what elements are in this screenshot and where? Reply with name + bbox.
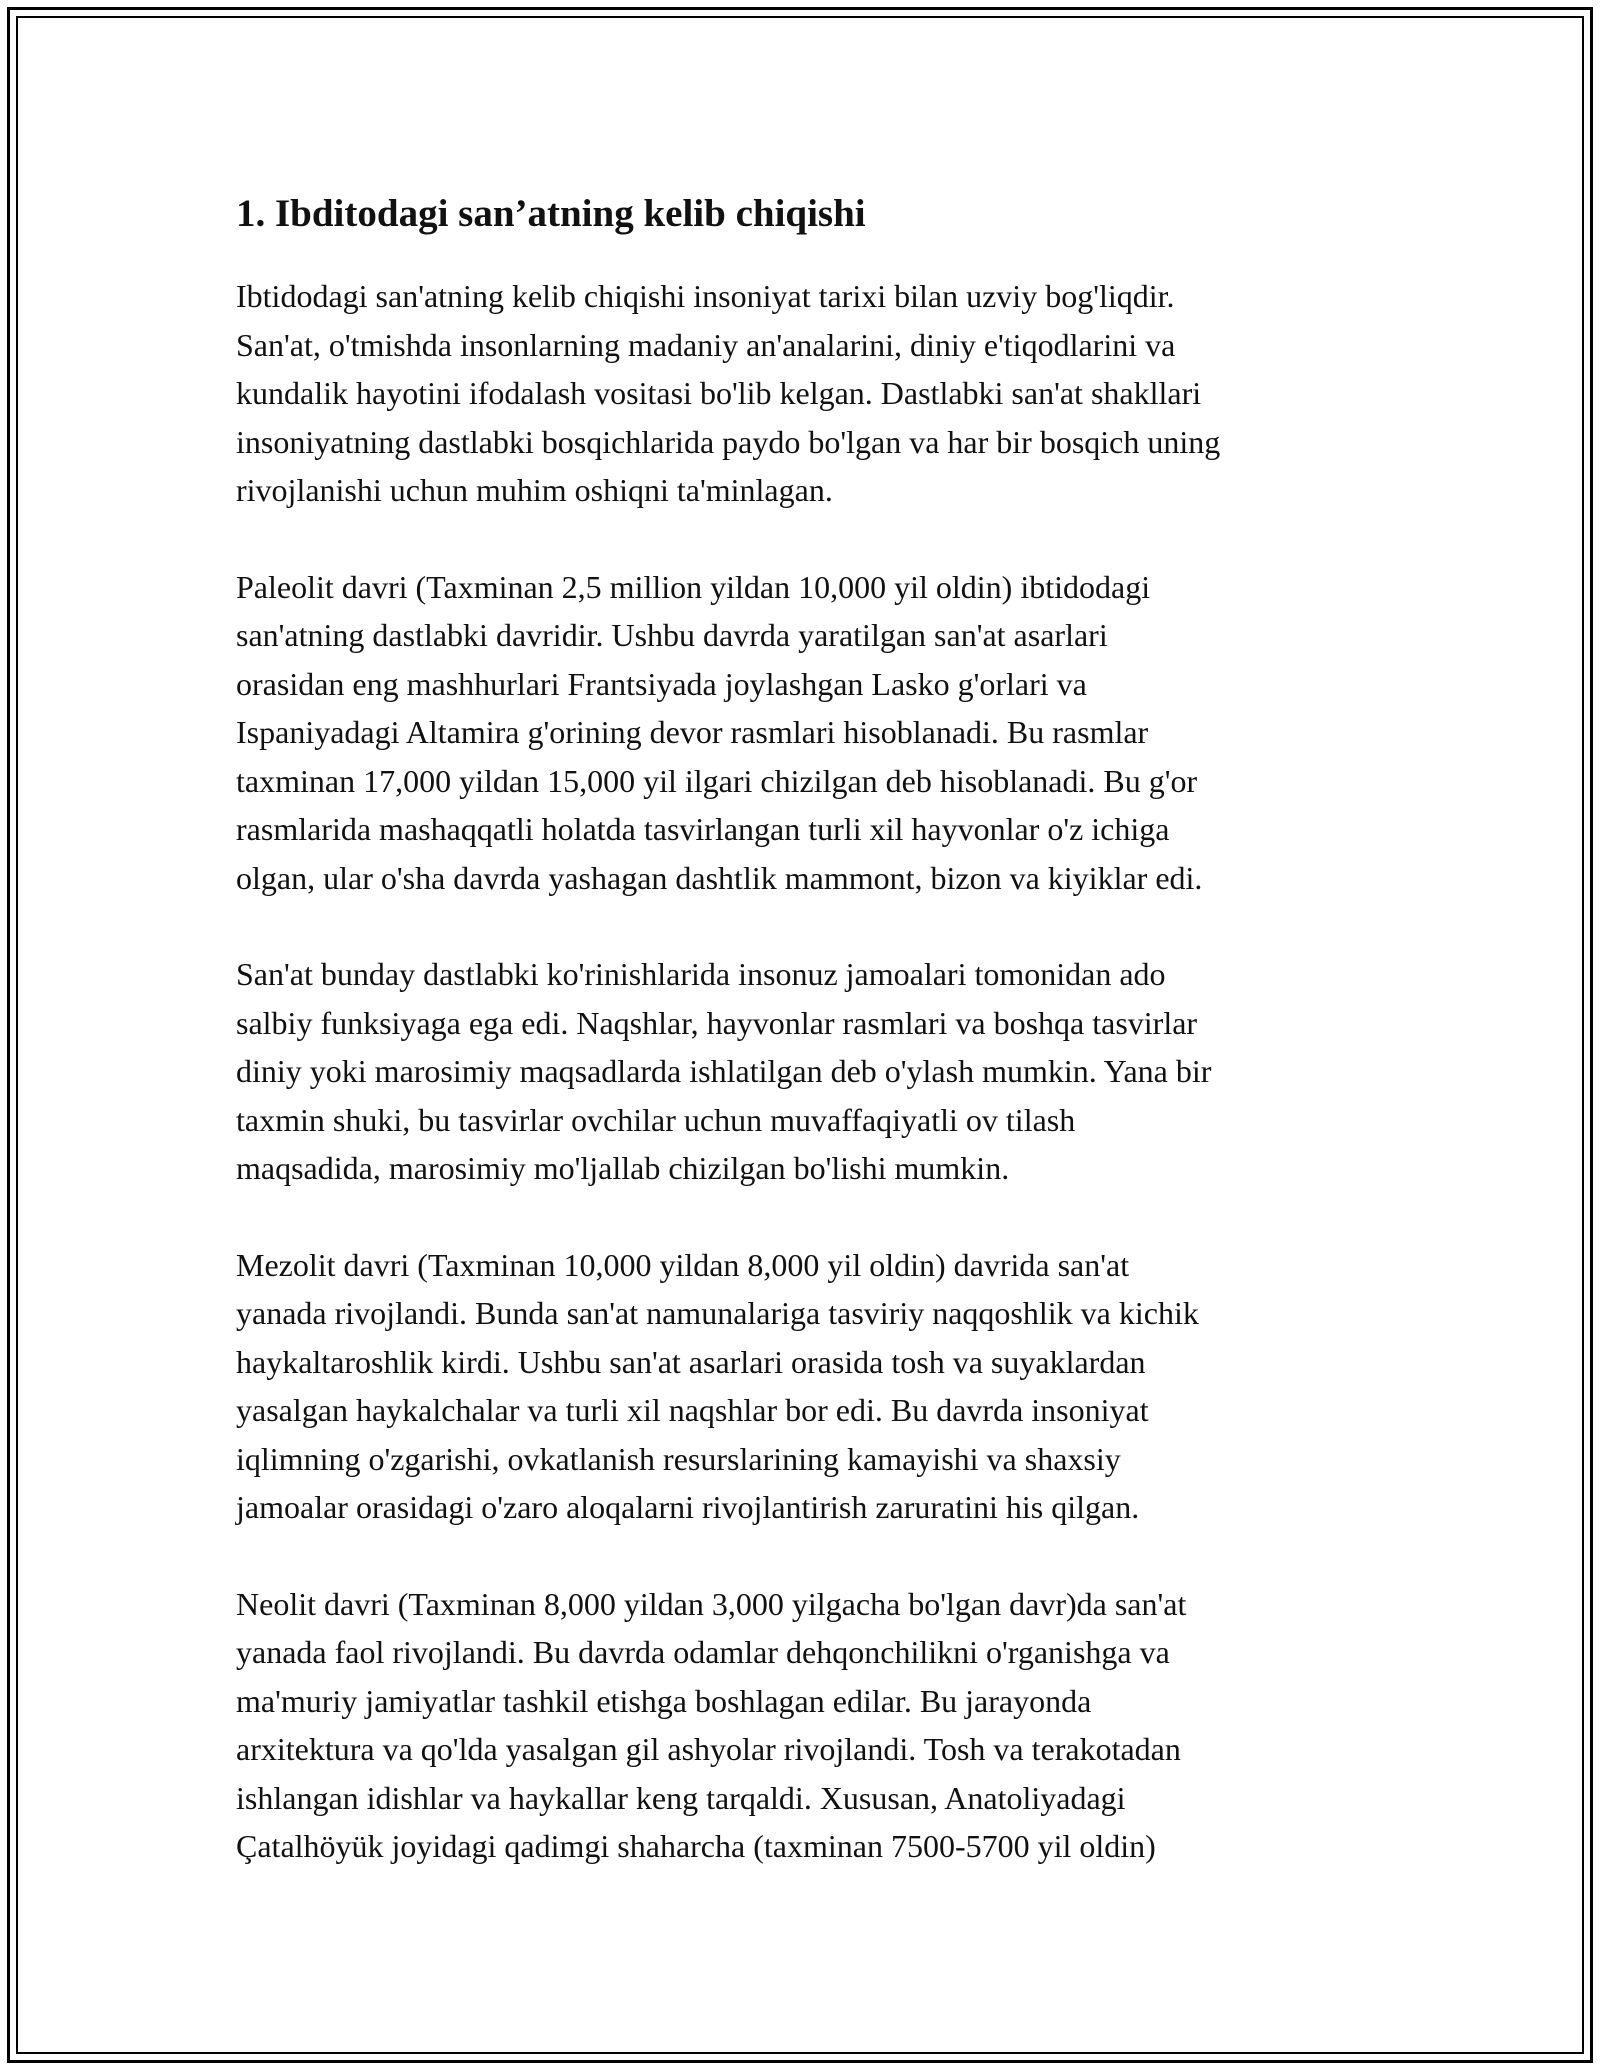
paragraph-paleolithic: Paleolit davri (Taxminan 2,5 million yildan 10,000 yil oldin) ibtidodagi san'atning dastlabki davridir. Ushbu davrda yaratilgan san'at asarlari orasidan eng mashhurlari Frantsiyada joylashgan Lasko g'orlari va Ispaniyadagi Altamira g'orining devor rasmlari hisoblanadi. Bu rasmlar taxminan 17,000 yildan 15,000 yil ilgari chizilgan deb hisoblanadi. Bu g'or rasmlarida mashaqqatli holatda tasvirlangan turli xil hayvonlar o'z ichiga olgan, ular o'sha davrda yashagan dashtlik mammont, bizon va kiyiklar edi. bbox=[236, 568, 1203, 896]
paragraph-intro: Ibtidodagi san'atning kelib chiqishi insoniyat tarixi bilan uzviy bog'liqdir. San'at, o'tmishda insonlarning madaniy an'analarini, diniy e'tiqodlarini va kundalik hayotini ifodalash vositasi bo'lib kelgan. Dastlabki san'at shakllari insoniyatning dastlabki bosqichlarida paydo bo'lgan va har bir bosqich uning rivojlanishi uchun muhim oshiqni ta'minlagan. bbox=[236, 278, 1221, 508]
paragraph-mesolithic: Mezolit davri (Taxminan 10,000 yildan 8,000 yil oldin) davrida san'at yanada rivojlandi. Bunda san'at namunalariga tasviriy naqqoshlik va kichik haykaltaroshlik kirdi. Ushbu san'at asarlari orasida tosh va suyaklardan yasalgan haykalchalar va turli xil naqshlar bor edi. Bu davrda insoniyat iqlimning o'zgarishi, ovkatlanish resurslarining kamayishi va shaxsiy jamoalar orasidagi o'zaro aloqalarni rivojlantirish zaruratini his qilgan. bbox=[236, 1246, 1199, 1525]
document-body bbox=[236, 186, 1376, 1919]
paragraph-early-functions: San'at bunday dastlabki ko'rinishlarida insonuz jamoalari tomonidan ado salbiy funksiyaga ega edi. Naqshlar, hayvonlar rasmlari va boshqa tasvirlar diniy yoki marosimiy maqsadlarda ishlatilgan deb o'ylash mumkin. Yana bir taxmin shuki, bu tasvirlar ovchilar uchun muvaffaqiyatli ov tilash maqsadida, marosimiy mo'ljallab chizilgan bo'lishi mumkin. bbox=[236, 956, 1212, 1186]
paragraph-neolithic: Neolit davri (Taxminan 8,000 yildan 3,000 yilgacha bo'lgan davr)da san'at yanada faol rivojlandi. Bu davrda odamlar dehqonchilikni o'rganishga va ma'muriy jamiyatlar tashkil etishga boshlagan edilar. Bu jarayonda arxitektura va qo'lda yasalgan gil ashyolar rivojlandi. Tosh va terakotadan ishlangan idishlar va haykallar keng tarqaldi. Xususan, Anatoliyadagi Çatalhöyük joyidagi qadimgi shaharcha (taxminan 7500-5700 yil oldin) bbox=[236, 1585, 1187, 1864]
section-title: 1. Ibditodagi san’atning kelib chiqishi bbox=[236, 192, 866, 235]
